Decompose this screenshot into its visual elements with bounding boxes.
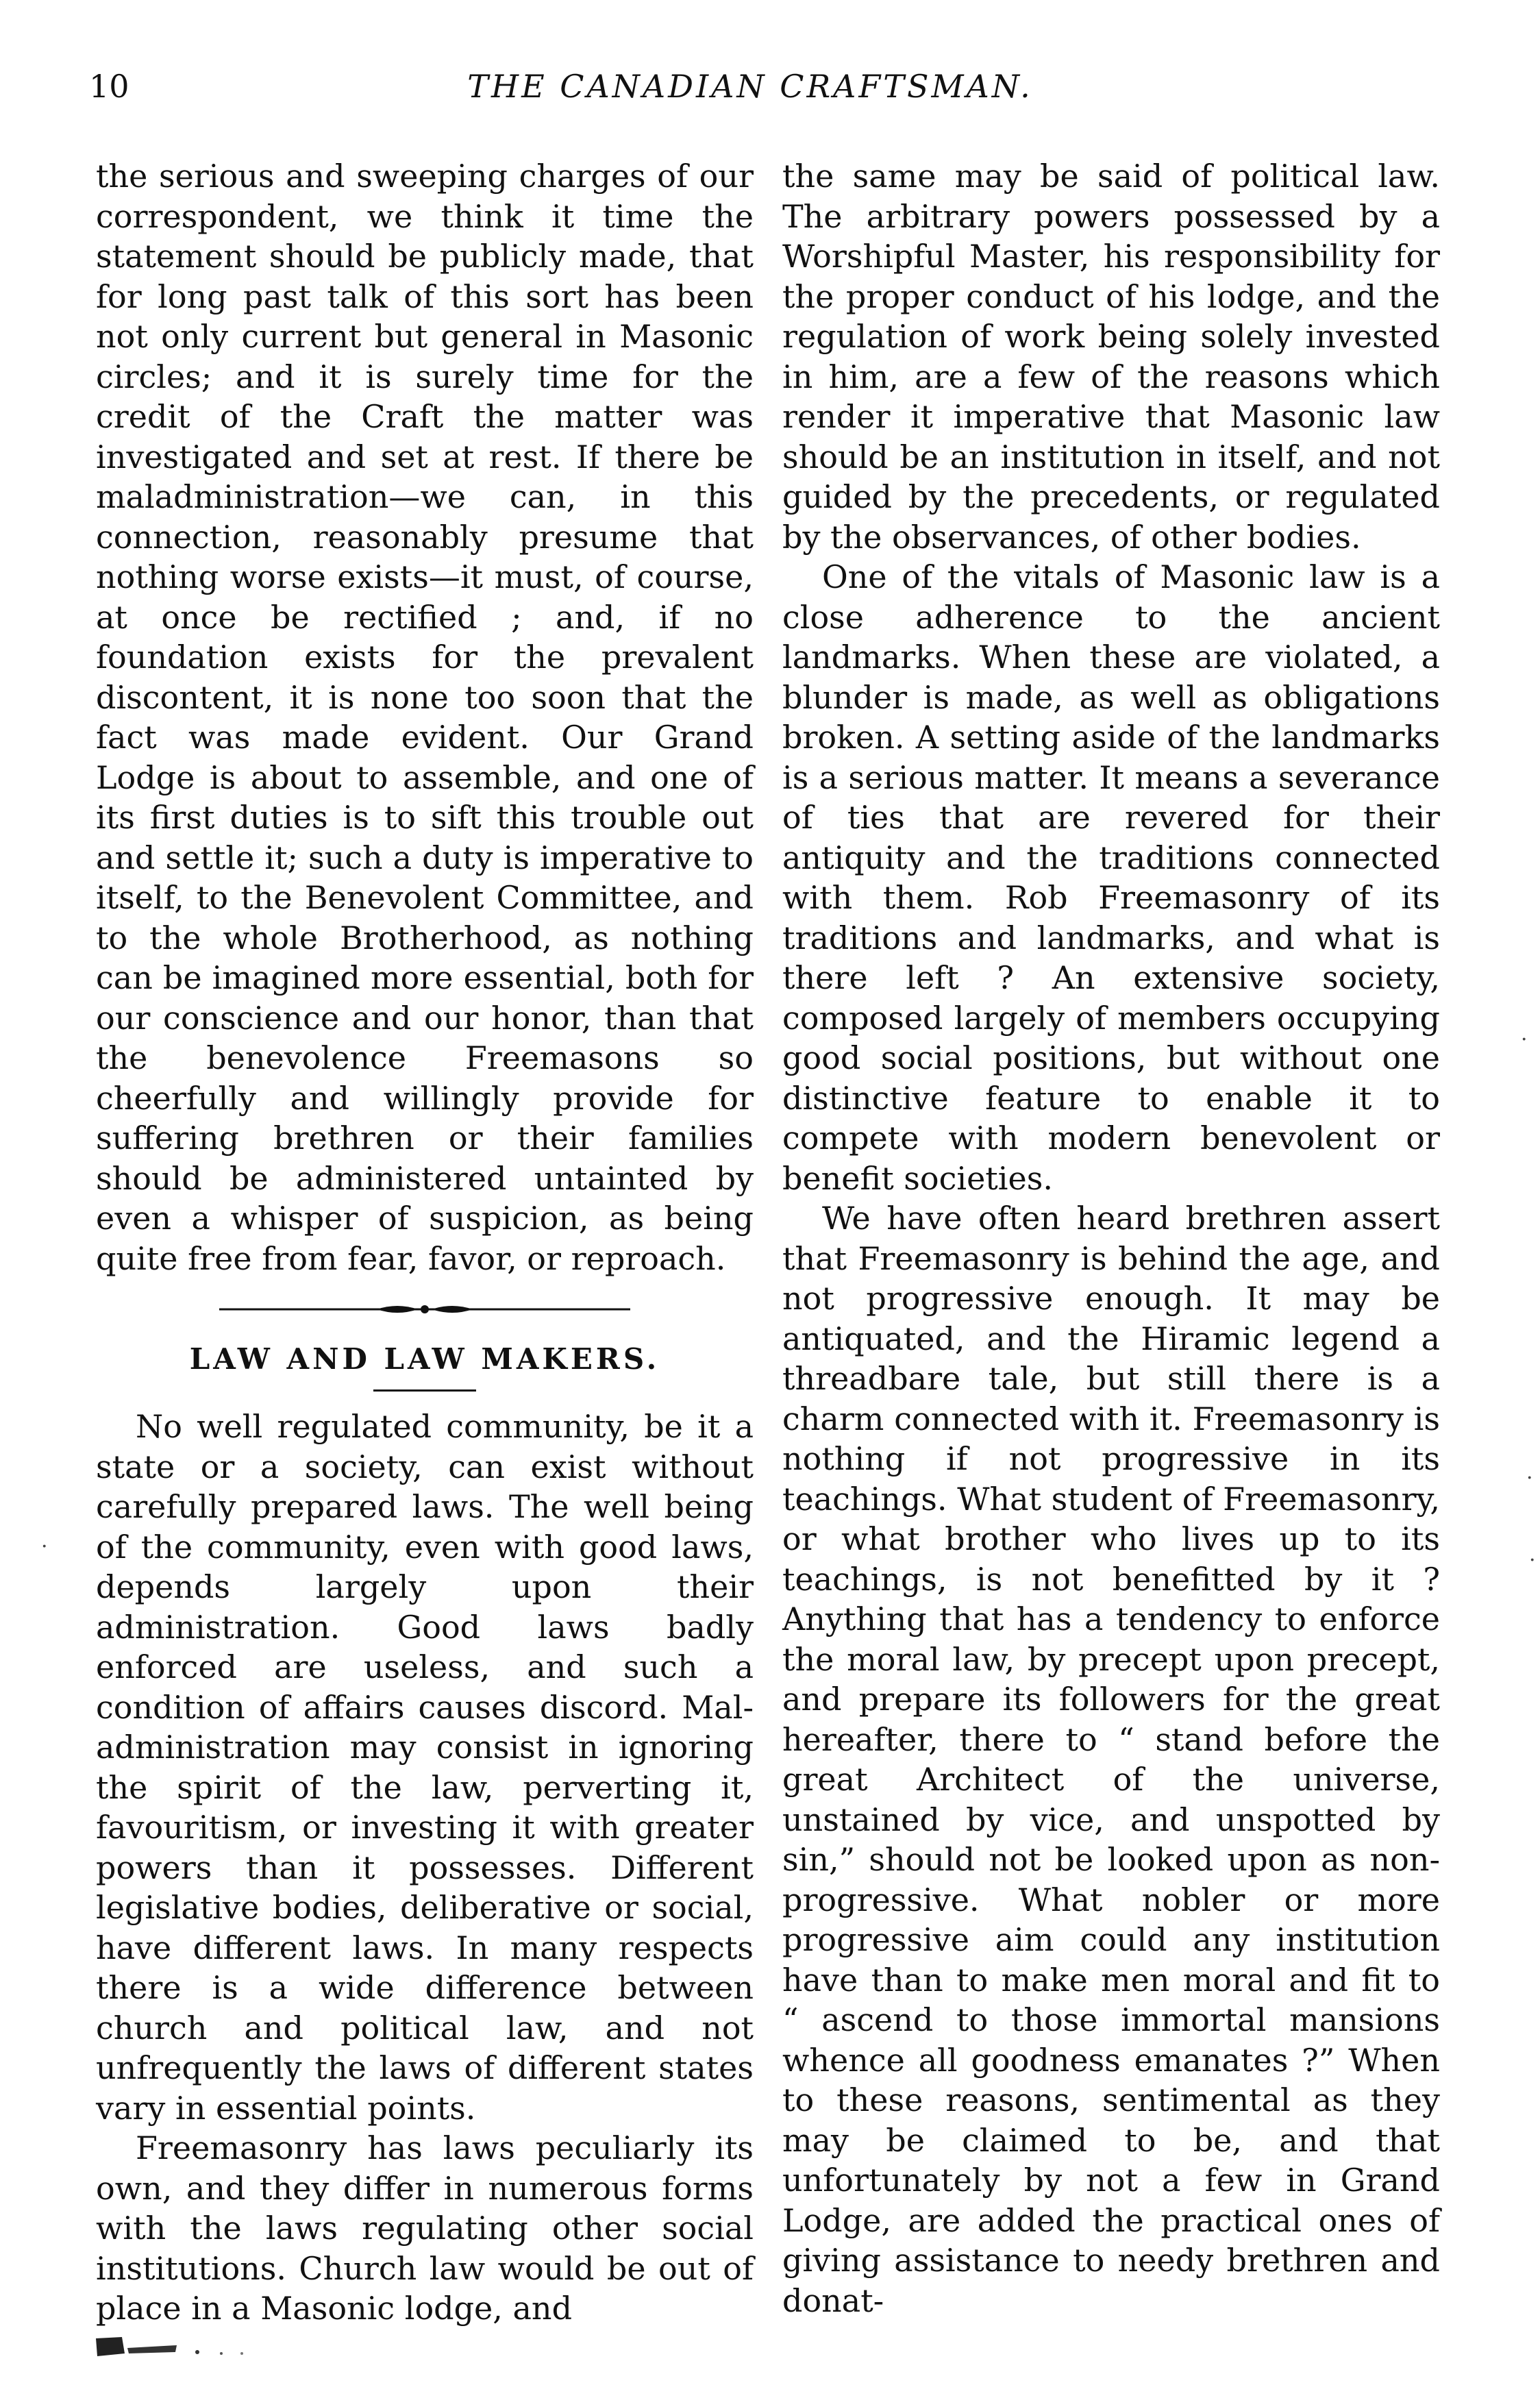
margin-speck: · [41, 1535, 48, 1559]
ornamental-rule [219, 1299, 630, 1320]
left-paragraph-1: the serious and sweeping charges of our correspondent, we think it time the statement should be publicly made, that for long past talk of this sort has been not only current but general in Masonic circles; and it is surely time for the credit of the Craft the matter was investigated and set at rest. If there be maladministration—we can, in this connection, reasonably presume that nothing worse exists—it must, of course, at once be rectified ; and, if no foundation exists for the prevalent discontent, it is none too soon that the fact was made evident. Our Grand Lodge is about to assemble, and one of its first duties is to sift this trouble out and settle it; such a duty is imperative to itself, to the Benevolent Committee, and to the whole Brotherhood, as nothing can be imagined more essential, both for our conscience and our honor, than that the benevolence Freemasons so cheerfully and willingly provide for suffering brethren or their families should be administered untainted by even a whisper of suspicion, as being quite free from fear, favor, or reproach. [96, 158, 754, 1277]
page-header [89, 66, 1411, 127]
left-paragraph-3: Freemasonry has laws peculiarly its own, and they differ in numerous forms with the laws regulating other social institutions. Church law would be out of place in a Masonic lodge, and [96, 2129, 754, 2327]
margin-speck: · [1526, 1466, 1533, 1490]
margin-speck: · [1529, 1548, 1536, 1572]
heading-underline [373, 1389, 476, 1392]
right-paragraph-1: the same may be said of political law. The arbitrary powers possessed by a Worshipful Master, his responsibility for the proper conduct of his lodge, and the regulation of work being solely invested in him, are a few of the reasons which render it imperative that Masonic law should be an institution in itself, and not guided by the precedents, or regulated by the observances, of other bodies. [782, 158, 1440, 556]
printer-mark-smudge [95, 2333, 273, 2360]
margin-speck: · [1521, 1028, 1528, 1052]
right-paragraph-3: We have often heard brethren assert that Freemasonry is behind the age, and not progressive enough. It may be antiquated, and the Hiramic legend a threadbare tale, but still there is a charm connected with it. Freemasonry is nothing if not progressive in its teachings. What student of Freemasonry, or what brother who lives up to its teachings, is not benefitted by it ? Anything that has a tendency to enforce the moral law, by precept upon precept, and prepare its followers for the great hereafter, there to “ stand before the great Architect of the universe, unstained by vice, and unspotted by sin,” should not be looked upon as non-progressive. What nobler or more progressive aim could any institution have than to make men moral and fit to “ ascend to those immortal mansions whence all goodness emanates ?” When to these reasons, sentimental as they may be claimed to be, and that unfortunately by not a few in Grand Lodge, are added the practical ones of giving assistance to needy brethren and donat- [782, 1200, 1440, 2319]
section-heading: LAW AND LAW MAKERS. [189, 1342, 660, 1376]
left-column [96, 156, 754, 2329]
right-paragraph-2: One of the vitals of Masonic law is a close adherence to the ancient landmarks. When these are violated, a blunder is made, as well as obligations broken. A setting aside of the landmarks is a serious matter. It means a severance of ties that are revered for their antiquity and the traditions connected with them. Rob Freemasonry of its traditions and landmarks, and what is there left ? An extensive society, composed largely of members occupying good social positions, but without one distinctive feature to enable it to compete with modern benevolent or benefit societies. [782, 558, 1440, 1197]
left-paragraph-2: No well regulated community, be it a state or a society, can exist without carefully prepared laws. The well being of the community, even with good laws, depends largely upon their administration. Good laws badly enforced are useless, and such a condition of affairs causes discord. Mal-administration may consist in ignoring the spirit of the law, perverting it, favouritism, or investing it with greater powers than it possesses. Different legislative bodies, deliberative or social, have different laws. In many respects there is a wide difference between church and political law, and not unfrequently the laws of different states vary in essential points. [96, 1408, 754, 2127]
running-title: THE CANADIAN CRAFTSMAN. [467, 68, 1033, 105]
page-number: 10 [89, 68, 129, 105]
right-column [782, 156, 1440, 2321]
